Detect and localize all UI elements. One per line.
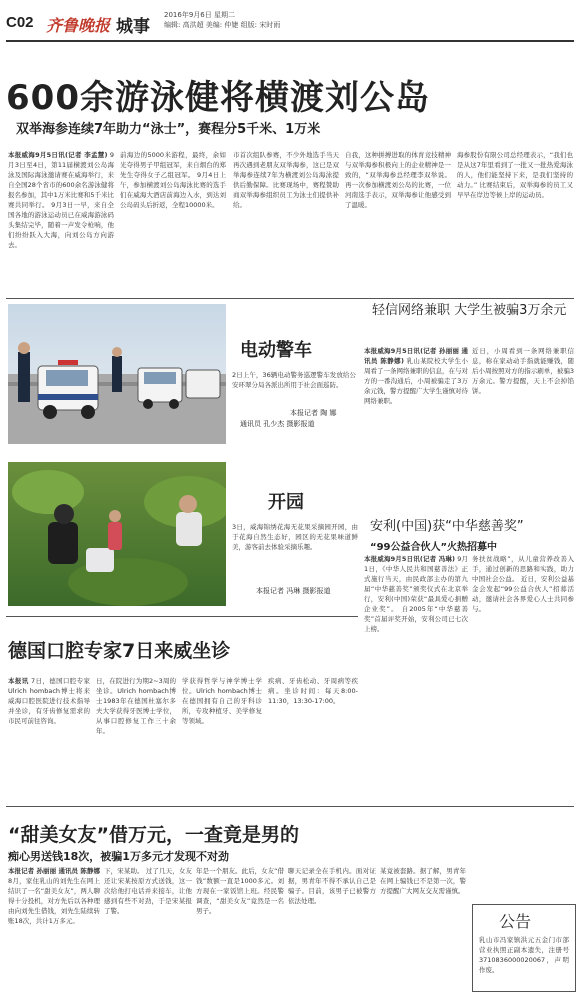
lead-text-1: 9月3日至4日，第11届横渡刘公岛海泳及国际海泳邀请赛在威海举行，来自全国28个省市的600余名游泳健将报名参加，其中1万米比赛和5千米比赛共同举行。 9月3日一早，来自全国各地的游泳运动员已在威海游泳码头集结完毕，随着一声发令枪响，他们纷纷跃入大海，向刘公岛方向游去。 xyxy=(8,151,114,249)
anxin-column-2: 务扶贫战略”，从儿童营养改善入手，通过创新的思路和实践，助力中国社会公益。 近日，安利公益基金会发起“99公益合伙人”招募活动，邀请社会各界爱心人士共同参与。 xyxy=(472,555,574,613)
section-name: 城事 xyxy=(116,17,150,37)
girlfriend-column-1 xyxy=(8,866,100,990)
police-car-illustration xyxy=(8,304,226,444)
lead-column-4: 自我，这种拼搏进取的体育竞技精神与双举海参积极向上的企业精神是一致的，“双举海参总经理李双举说。 再一次参加横渡刘公岛的比赛，一位河南选手表示，双举海参让他感受到了温暖。 xyxy=(345,151,451,209)
girlfriend-subheadline: 痴心男送钱18次，被骗1万多元才发现不对劲 xyxy=(8,850,229,863)
orchard-illustration xyxy=(8,462,226,606)
police-headline: 电动警车 xyxy=(240,340,312,361)
orchard-photo xyxy=(8,462,226,606)
dental-byline: 本报讯 xyxy=(8,677,29,685)
girlfriend-headline: “甜美女友”借万元，一查竟是男的 xyxy=(8,824,299,846)
notice-text: 乳山市冯家镇洪元五金门市部营业执照正副本遗失，注册号3710836000020067，声明作废。 xyxy=(479,936,569,974)
girlfriend-text-1: 8月，家住乳山的刘先生在网上结识了一名“甜美女友”，两人聊得十分投机，对方先后以各种理由向刘先生借钱，刘先生陆续转账18次，共计1万多元。 xyxy=(8,877,100,925)
fraud-text-1: 乳山某院校大学生小周看了一条网络兼职的信息，在与对方的一番沟通后，小周被骗走了3万余元钱，警方提醒广大学生谨慎对待网络兼职。 xyxy=(364,357,468,405)
fraud-byline: 本报威海9月5日讯(记者 孙丽丽 通讯员 陈静娜) xyxy=(364,347,468,365)
divider xyxy=(6,616,358,617)
editor-credits: 编辑: 高洪超 美编: 仲婕 组版: 宋时雨 xyxy=(164,21,281,29)
police-credit-photo: 通讯员 孔少杰 摄影报道 xyxy=(240,420,315,428)
lead-column-5: 海参股份有限公司总经理表示，“我们也是从这7年里看到了一批又一批热爱海泳的人，他们能坚持下来，是我们坚持的动力。” 比赛结束后，双举海参的员工又早早在岸边等候上岸的运动员。 xyxy=(457,151,573,199)
fraud-column-1 xyxy=(364,346,468,510)
dental-text-1: 7日，德国口腔专家Ulrich hombach博士将来威海口腔医院进行技术指导并坐诊，有牙齿修复需求的市民可前往咨询。 xyxy=(8,677,90,725)
anxin-subheadline: “99公益合伙人”火热招募中 xyxy=(370,542,498,553)
dental-column-4: 疾病、牙齿松动、牙周病等疾病。坐诊时间：每天8:00-11:30，13:30-17:00。 xyxy=(268,677,358,705)
lead-byline: 本报威海9月5日讯(记者 李孟慧) xyxy=(8,151,108,159)
page-number: C02 xyxy=(6,14,34,31)
notice-box xyxy=(472,904,576,992)
anxin-byline: 本报威海9月5日讯(记者 冯琳) xyxy=(364,555,455,563)
orchard-credit: 本报记者 冯琳 摄影报道 xyxy=(256,587,331,595)
fraud-headline: 轻信网络兼职 大学生被骗3万余元 xyxy=(372,303,567,318)
lead-column-2: 前海边的5000米游程，最终，余如光夺得男子甲组冠军，来自烟台的郑先生夺得女子乙组冠军。 9月4日上午，参加横渡刘公岛海泳比赛的选手们在威海大酒店前海边入水，到达刘公岛码头后折返，全程10000米。 xyxy=(120,151,226,209)
anxin-text-1: 9月1日，《中华人民共和国慈善法》正式施行当天，由民政部主办的第九届“中华慈善奖”颁奖仪式在北京举行，安利(中国)荣获“最具爱心捐赠企业奖”。 自2005年“中华慈善奖”首届评奖开始，安利公司已七次上榜。 xyxy=(364,555,468,633)
newspaper-brand: 齐鲁晚报 xyxy=(46,16,111,35)
notice-title: 公告 xyxy=(499,912,532,931)
police-credit-reporter: 本报记者 陶 娜 xyxy=(290,409,337,417)
lead-subheadline: 双举海参连续7年助力“泳士”，赛程分5千米、1万米 xyxy=(16,122,321,137)
divider xyxy=(6,806,574,807)
fraud-column-2: 近日，小周看到一条网络兼职信息，称在家动动手指就能赚钱，随后小周按照对方的指示刷单，被骗3万余元。警方提醒，天上不会掉馅饼。 xyxy=(472,347,574,395)
dental-column-3: 学获得哲学与神学博士学位。Ulrich hombach博士在德国拥有自己的牙科诊所，专攻种植牙、美学修复等领域。 xyxy=(182,677,262,725)
girlfriend-column-2: 下，宋某助。 过了几天，女友还让宋某按原方式送钱，这一次给他打电话并来接车，让他感到有些不对劲，于是宋某报了警。 xyxy=(104,867,192,915)
orchard-caption: 3日，威海锦绣花海无花果采摘园开园，由于花海自然生态好，园区的无花果味道鲜美，游客前去体验采摘乐趣。 xyxy=(232,523,358,551)
divider xyxy=(6,298,574,299)
orchard-headline: 开园 xyxy=(268,492,304,513)
masthead xyxy=(6,6,574,42)
girlfriend-column-4: 聊天记录全在手机内。面对证据，男青年不得不承认自己是骗子。目前，该男子已被警方依法处理。 xyxy=(288,867,376,905)
dental-headline: 德国口腔专家7日来威坐诊 xyxy=(8,640,231,662)
anxin-column-1 xyxy=(364,554,468,754)
police-car-photo xyxy=(8,304,226,444)
dental-column-2: 日，在院进行为期2~3周的坐诊。Ulrich hombach博士1983年在德国杜塞尔多夫大学获得牙医博士学位，从事口腔修复工作三十余年。 xyxy=(96,677,176,735)
dental-column-1 xyxy=(8,676,90,800)
lead-headline: 600余游泳健将横渡刘公岛 xyxy=(6,78,430,118)
date-line xyxy=(164,10,280,30)
anxin-headline: 安利(中国)获“中华慈善奖” xyxy=(370,519,524,534)
lead-column-3: 市首次组队参赛，不少外地选手当天再次遇到老朋友双举海参，这已是双举海参连续7年为横渡刘公岛海泳提供后勤保障。比赛现场中，赛程赞助商双举海参组织员工为泳士们提供补给。 xyxy=(233,151,339,209)
lead-column-1 xyxy=(8,150,114,296)
girlfriend-column-3: 年是一个朋友。此后，女友“借钱”数额一直是1000多元。刘方现在一家饭馆上班。经民警调查，“甜美女友”竟然是一名男子。 xyxy=(196,867,284,915)
girlfriend-column-5: 某竟被套路。据了解，男青年在网上骗钱已不是第一次，警方提醒广大网友交友需谨慎。 xyxy=(380,867,466,895)
girlfriend-byline: 本报记者 孙丽丽 通讯员 陈静娜 xyxy=(8,867,100,875)
police-caption: 2日上午，36辆电动警务巡逻警车发放给公安环翠分局各派出所用于社会面巡防。 xyxy=(232,371,356,389)
issue-date: 2016年9月6日 星期二 xyxy=(164,11,235,19)
